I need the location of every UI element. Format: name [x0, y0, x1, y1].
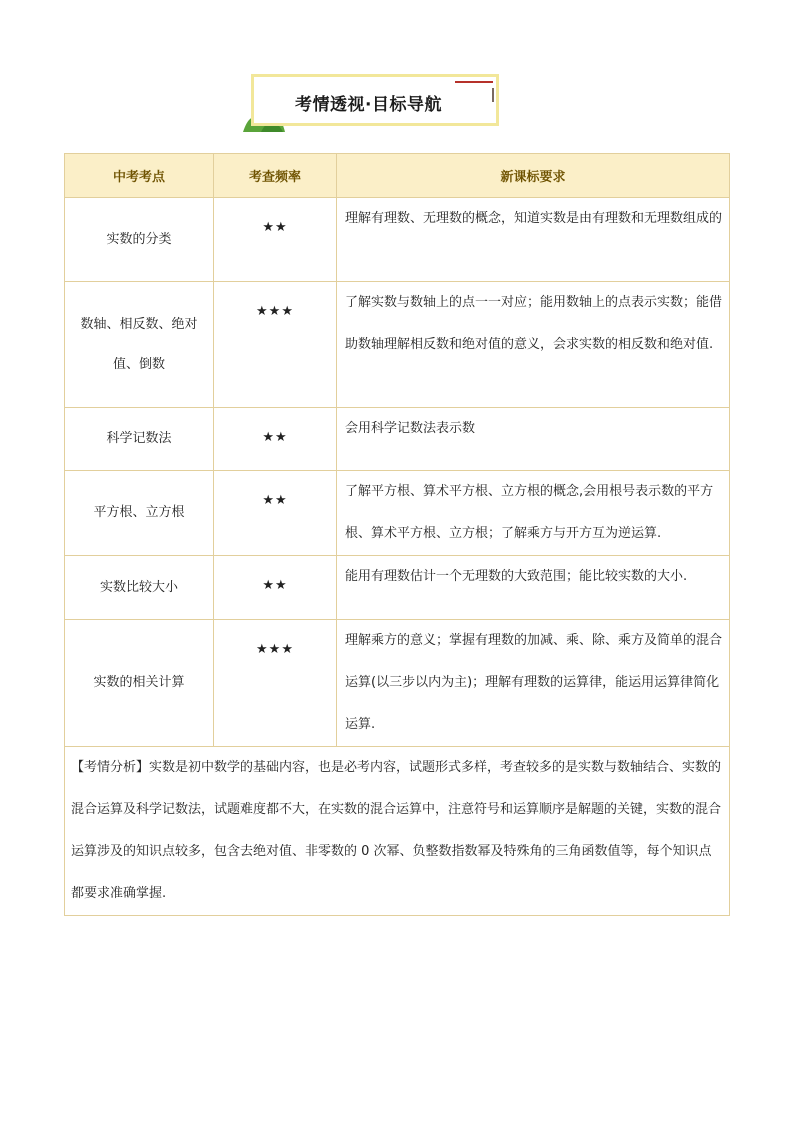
table-row [65, 408, 730, 471]
section-banner [243, 74, 501, 131]
analysis-row [65, 747, 730, 916]
topic-cell: 科学记数法 [65, 408, 214, 471]
requirement-cell: 了解实数与数轴上的点一一对应；能用数轴上的点表示实数；能借助数轴理解相反数和绝对值的意义，会求实数的相反数和绝对值. [337, 282, 730, 408]
requirement-cell: 了解平方根、算术平方根、立方根的概念,会用根号表示数的平方根、算术平方根、立方根；了解乘方与开方互为逆运算. [337, 471, 730, 556]
frequency-stars: ★★ [262, 578, 288, 593]
table-header-row [65, 154, 730, 198]
table-row [65, 556, 730, 620]
exam-table [64, 153, 730, 916]
header-topic: 中考考点 [65, 154, 214, 198]
requirement-cell: 会用科学记数法表示数 [337, 408, 730, 471]
header-frequency: 考查频率 [214, 154, 337, 198]
table-row [65, 198, 730, 282]
topic-cell: 实数的相关计算 [65, 620, 214, 747]
banner-title: 考情透视·目标导航 [295, 95, 442, 115]
header-requirement: 新课标要求 [337, 154, 730, 198]
requirement-cell: 理解乘方的意义；掌握有理数的加减、乘、除、乘方及简单的混合运算(以三步以内为主)；理解有理数的运算律，能运用运算律简化运算. [337, 620, 730, 747]
analysis-text: 【考情分析】实数是初中数学的基础内容，也是必考内容，试题形式多样，考查较多的是实数与数轴结合、实数的混合运算及科学记数法，试题难度都不大，在实数的混合运算中，注意符号和运算顺序是解题的关键，实数的混合运算涉及的知识点较多，包含去绝对值、非零数的 0 次幂、负整数指数幂及特殊角的三角函数值等，每个知识点都要求准确掌握. [65, 747, 730, 916]
requirement-cell: 能用有理数估计一个无理数的大致范围；能比较实数的大小. [337, 556, 730, 620]
topic-cell: 平方根、立方根 [65, 471, 214, 556]
topic-cell: 实数的分类 [65, 198, 214, 282]
frequency-stars: ★★ [262, 493, 288, 508]
table-row [65, 471, 730, 556]
table-row [65, 620, 730, 747]
frequency-stars: ★★ [262, 220, 288, 235]
table-row [65, 282, 730, 408]
requirement-cell: 理解有理数、无理数的概念，知道实数是由有理数和无理数组成的 [337, 198, 730, 282]
frequency-stars: ★★ [262, 430, 288, 445]
topic-cell: 实数比较大小 [65, 556, 214, 620]
frequency-stars: ★★★ [256, 642, 294, 657]
corner-deco-icon [455, 80, 499, 104]
frequency-stars: ★★★ [256, 304, 294, 319]
topic-cell: 数轴、相反数、绝对值、倒数 [65, 282, 214, 408]
